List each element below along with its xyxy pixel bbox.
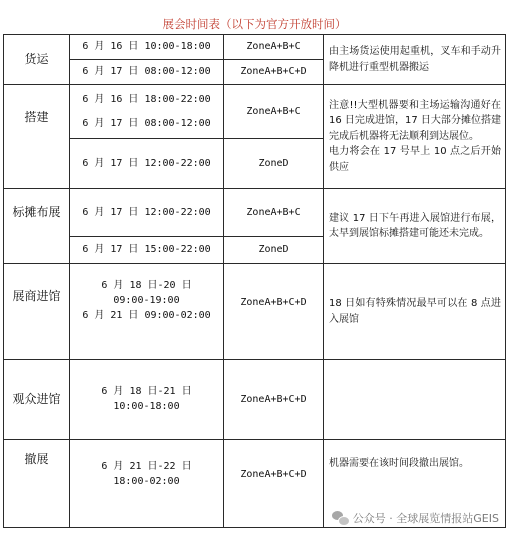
build-note-power: 电力将会在 17 号早上 10 点之后开始供应 (329, 146, 501, 173)
category-standard-booth: 标摊布展 (4, 189, 70, 264)
dismantle-time (70, 440, 224, 528)
visitor-note (324, 360, 506, 440)
standard-time-2: 6 月 17 日 15:00-22:00 (70, 237, 224, 264)
standard-time-1: 6 月 17 日 12:00-22:00 (70, 189, 224, 237)
build-time-1 (70, 85, 224, 139)
category-dismantle: 撤展 (4, 440, 70, 528)
watermark (332, 510, 499, 526)
watermark-text: 公众号 · 全球展览情报站GEIS (352, 512, 499, 525)
dismantle-time-1: 6 月 21 日-22 日 (101, 461, 192, 472)
exhibitor-time (70, 264, 224, 360)
visitor-time-2: 10:00-18:00 (113, 401, 180, 412)
category-build: 搭建 (4, 85, 70, 189)
category-exhibitor-entry: 展商进馆 (4, 264, 70, 360)
exhibitor-time-2: 09:00-19:00 (113, 295, 180, 306)
build-note (324, 85, 506, 189)
freight-time-2: 6 月 17 日 08:00-12:00 (70, 60, 224, 85)
visitor-zone: ZoneA+B+C+D (224, 360, 324, 440)
freight-zone-1: ZoneA+B+C (224, 35, 324, 60)
exhibitor-note: 18 日如有特殊情况最早可以在 8 点进入展馆 (324, 264, 506, 360)
build-zone-2: ZoneD (224, 139, 324, 189)
table-title: 展会时间表（以下为官方开放时间） (4, 14, 506, 35)
category-visitor-entry: 观众进馆 (4, 360, 70, 440)
exhibitor-zone: ZoneA+B+C+D (224, 264, 324, 360)
dismantle-zone: ZoneA+B+C+D (224, 440, 324, 528)
wechat-icon (332, 510, 348, 526)
exhibitor-time-3: 6 月 21 日 09:00-02:00 (82, 310, 211, 321)
build-time-1a: 6 月 16 日 18:00-22:00 (82, 93, 211, 105)
standard-zone-1: ZoneA+B+C (224, 189, 324, 237)
standard-note: 建议 17 日下午再进入展馆进行布展，太早到展馆标摊搭建可能还未完成。 (324, 189, 506, 264)
build-time-1b: 6 月 17 日 08:00-12:00 (82, 117, 211, 129)
exhibitor-time-1: 6 月 18 日-20 日 (101, 280, 192, 291)
schedule-table (3, 13, 506, 528)
visitor-time-1: 6 月 18 日-21 日 (101, 386, 192, 397)
freight-zone-2: ZoneA+B+C+D (224, 60, 324, 85)
freight-time-1: 6 月 16 日 10:00-18:00 (70, 35, 224, 60)
build-note-warning: 注意!!大型机器要和主场运输沟通好在 16 日完成进馆，17 日大部分摊位搭建完成后机器将无法顺利到达展位。 (329, 99, 501, 142)
visitor-time (70, 360, 224, 440)
standard-zone-2: ZoneD (224, 237, 324, 264)
category-freight: 货运 (4, 35, 70, 85)
build-zone-1: ZoneA+B+C (224, 85, 324, 139)
dismantle-time-2: 18:00-02:00 (113, 476, 180, 487)
build-time-2: 6 月 17 日 12:00-22:00 (70, 139, 224, 189)
freight-note: 由主场货运使用起重机，叉车和手动升降机进行重型机器搬运 (324, 35, 506, 85)
dismantle-note: 机器需要在该时间段撤出展馆。 (324, 440, 506, 528)
